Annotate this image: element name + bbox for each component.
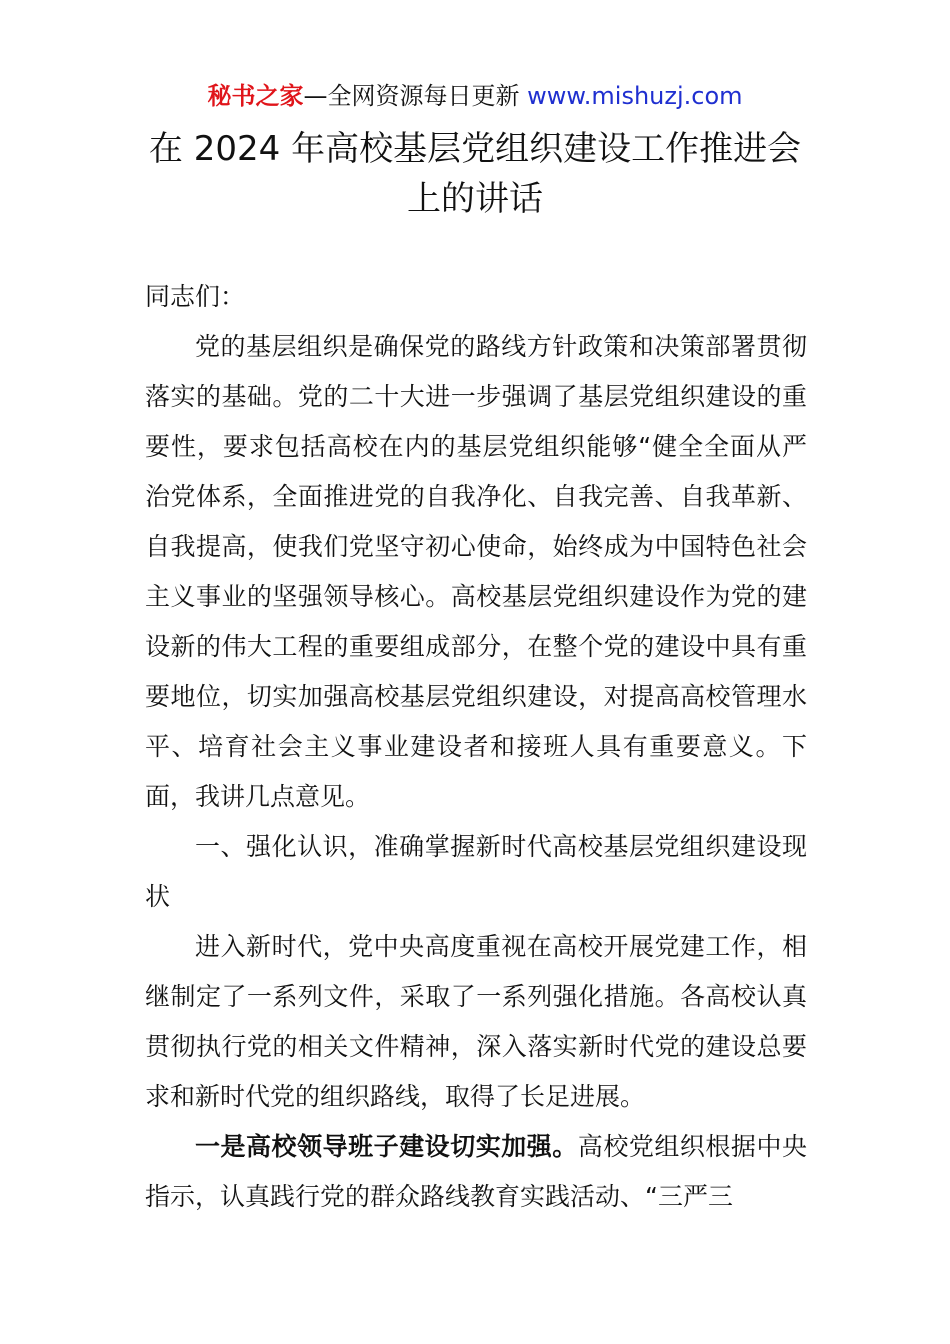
paragraph-point-1 [145, 1122, 807, 1222]
title-line-2: 上的讲话 [407, 179, 543, 219]
site-tagline: —全网资源每日更新 [303, 82, 528, 110]
site-url-link[interactable]: www.mishuzj.com [527, 82, 743, 110]
title-line-1: 在 2024 年高校基层党组织建设工作推进会 [148, 129, 802, 169]
site-brand: 秘书之家 [207, 82, 304, 110]
document-title [100, 124, 850, 224]
point-1-text: 高校党组织根据中央指示，认真践行党的群众路线教育实践活动、“三严三 [145, 1132, 807, 1211]
site-header [0, 78, 950, 114]
section-heading-1: 一、强化认识，准确掌握新时代高校基层党组织建设现状 [145, 832, 807, 911]
paragraph-intro: 党的基层组织是确保党的路线方针政策和决策部署贯彻落实的基础。党的二十大进一步强调了基层党组织建设的重要性，要求包括高校在内的基层党组织能够“健全全面从严治党体系，全面推进党的自我净化、自我完善、自我革新、自我提高，使我们党坚守初心使命，始终成为中国特色社会主义事业的坚强领导核心。高校基层党组织建设作为党的建设新的伟大工程的重要组成部分，在整个党的建设中具有重要地位，切实加强高校基层党组织建设，对提高高校管理水平、培育社会主义事业建设者和接班人具有重要意义。下面，我讲几点意见。 [145, 332, 807, 811]
document-body [145, 272, 807, 1222]
point-1-lead: 一是高校领导班子建设切实加强。 [195, 1132, 578, 1161]
salutation: 同志们： [145, 282, 246, 311]
paragraph-section-1: 进入新时代，党中央高度重视在高校开展党建工作，相继制定了一系列文件，采取了一系列强化措施。各高校认真贯彻执行党的相关文件精神，深入落实新时代党的建设总要求和新时代党的组织路线，取得了长足进展。 [145, 932, 807, 1111]
